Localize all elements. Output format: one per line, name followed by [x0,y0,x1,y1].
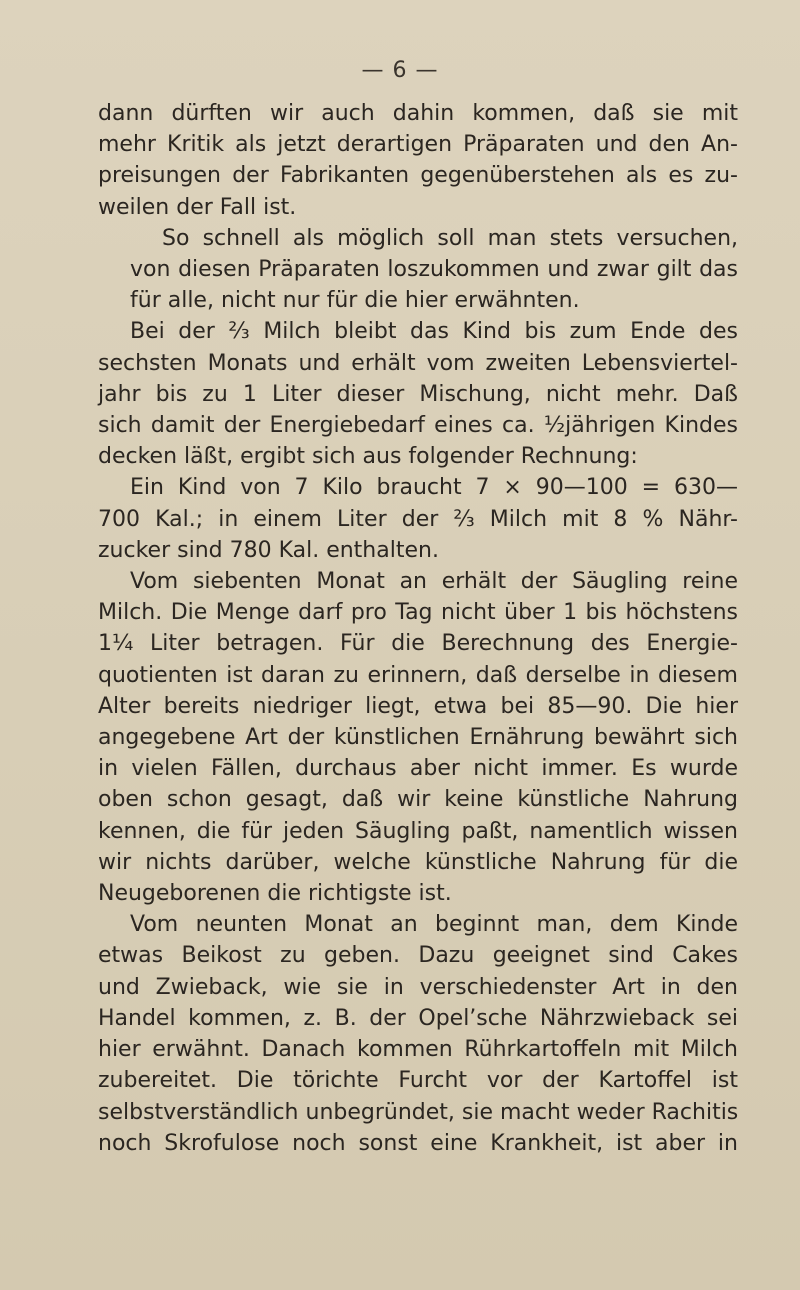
text-line: preisungen der Fabrikanten gegenüberstehen als es zu- [98,163,738,189]
text-line: So schnell als möglich soll man stets versuchen, [162,225,738,251]
paragraph-4 [98,472,738,566]
text-line: von diesen Präparaten loszukommen und zwar gilt das [130,257,738,283]
text-line: Neugeborenen die richtigste ist. [98,881,452,907]
text-line: zubereitet. Die törichte Furcht vor der Kartoffel ist [98,1068,738,1094]
text-line: mehr Kritik als jetzt derartigen Präparaten und den An- [98,132,738,158]
text-line: 1¼ Liter betragen. Für die Berechnung des Energie- [98,631,738,657]
body-text [98,98,738,1159]
text-line: in vielen Fällen, durchaus aber nicht immer. Es wurde [98,756,738,782]
page-number: — 6 — [361,58,439,83]
paragraph-5 [98,566,738,909]
text-line: Alter bereits niedriger liegt, etwa bei 85—90. Die hier [98,693,738,719]
text-line: noch Skrofulose noch sonst eine Krankheit, ist aber in [98,1130,738,1156]
text-line: für alle, nicht nur für die hier erwähnten. [130,288,580,314]
text-line: zucker sind 780 Kal. enthalten. [98,537,439,563]
text-line: dann dürften wir auch dahin kommen, daß sie mit [98,101,738,126]
text-line: und Zwieback, wie sie in verschiedenster Art in den [98,974,738,1000]
text-line: sich damit der Energiebedarf eines ca. ½jährigen Kindes [98,413,738,439]
text-line: Handel kommen, z. B. der Opel’sche Nährzwieback sei [98,1005,738,1031]
paragraph-6 [98,909,738,1159]
text-line: Vom neunten Monat an beginnt man, dem Kinde [130,912,738,938]
text-line: angegebene Art der künstlichen Ernährung bewährt sich [98,725,738,751]
text-line: weilen der Fall ist. [98,194,297,220]
text-line: kennen, die für jeden Säugling paßt, namentlich wissen [98,818,738,844]
text-line: 700 Kal.; in einem Liter der ⅔ Milch mit 8 % Nähr- [98,506,738,532]
text-line: jahr bis zu 1 Liter dieser Mischung, nicht mehr. Daß [98,381,738,407]
text-line: sechsten Monats und erhält vom zweiten Lebensviertel- [98,350,738,376]
text-line: Vom siebenten Monat an erhält der Säugling reine [130,569,738,595]
text-line: etwas Beikost zu geben. Dazu geeignet sind Cakes [98,943,738,969]
paragraph-1 [98,98,738,223]
paragraph-3 [98,316,738,472]
text-line: Milch. Die Menge darf pro Tag nicht über 1 bis höchstens [98,600,738,626]
text-line: quotienten ist daran zu erinnern, daß derselbe in diesem [98,662,738,688]
text-line: hier erwähnt. Danach kommen Rührkartoffeln mit Milch [98,1037,738,1063]
text-line: Ein Kind von 7 Kilo braucht 7 × 90—100 = 630— [130,475,738,501]
text-line: wir nichts darüber, welche künstliche Nahrung für die [98,849,738,875]
text-line: selbstverständlich unbegründet, sie macht weder Rachitis [98,1099,739,1125]
text-line: oben schon gesagt, daß wir keine künstliche Nahrung [98,787,738,813]
text-line: Bei der ⅔ Milch bleibt das Kind bis zum Ende des [130,319,738,345]
paragraph-2 [98,223,738,317]
text-line: decken läßt, ergibt sich aus folgender Rechnung: [98,444,638,470]
